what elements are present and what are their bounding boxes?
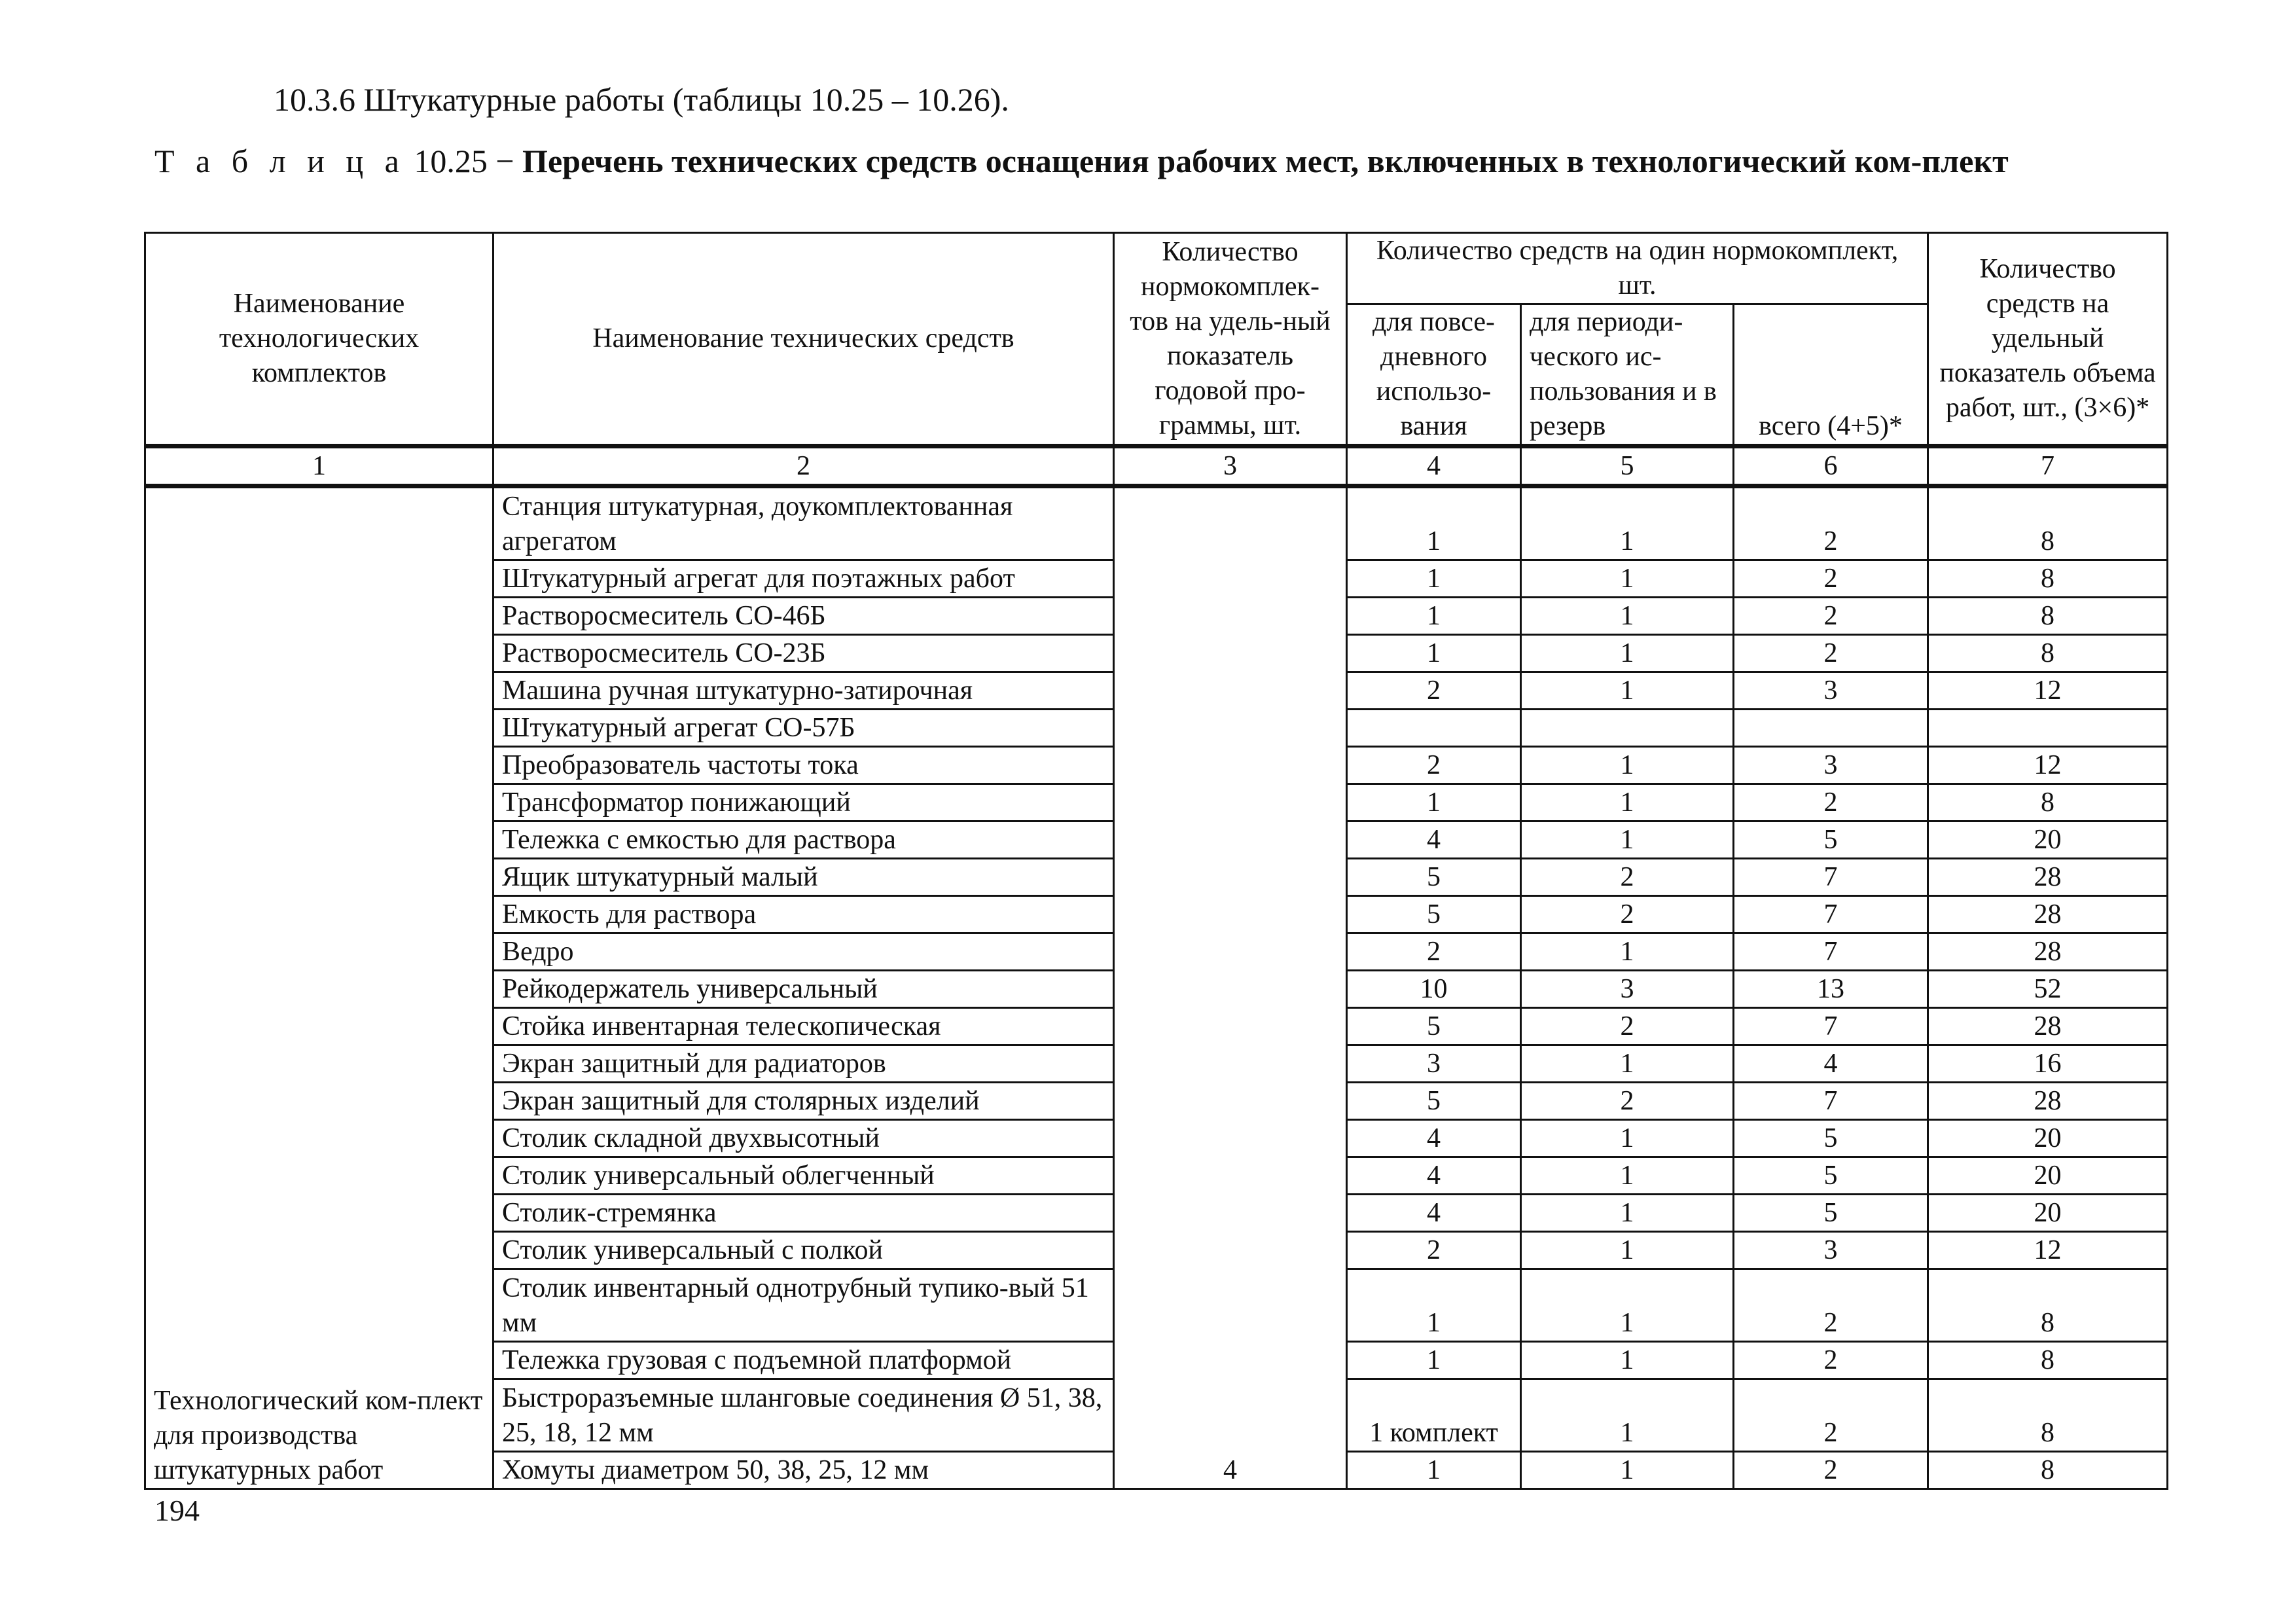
column-number: 6 <box>1734 446 1928 486</box>
daily-use-count: 5 <box>1347 859 1521 896</box>
total-count: 5 <box>1734 821 1928 859</box>
daily-use-count: 2 <box>1347 1232 1521 1269</box>
periodic-use-count: 2 <box>1521 1083 1734 1120</box>
equipment-name: Столик складной двухвысотный <box>493 1120 1114 1157</box>
total-count: 3 <box>1734 747 1928 784</box>
periodic-use-count: 1 <box>1521 784 1734 821</box>
equipment-name: Штукатурный агрегат для поэтажных работ <box>493 560 1114 598</box>
equipment-name: Экран защитный для радиаторов <box>493 1045 1114 1083</box>
table-caption-title: Перечень технических средств оснащения рабочих мест, включенных в технологический ком-плект <box>522 143 2009 179</box>
daily-use-count: 10 <box>1347 971 1521 1008</box>
per-unit-count: 8 <box>1928 784 2168 821</box>
total-count: 2 <box>1734 598 1928 635</box>
equipment-name: Столик универсальный облегченный <box>493 1157 1114 1195</box>
per-unit-count: 28 <box>1928 859 2168 896</box>
total-count: 5 <box>1734 1120 1928 1157</box>
per-unit-count: 8 <box>1928 1342 2168 1379</box>
equipment-name: Ведро <box>493 933 1114 971</box>
per-unit-count: 52 <box>1928 971 2168 1008</box>
daily-use-count: 1 <box>1347 1452 1521 1489</box>
periodic-use-count: 1 <box>1521 1157 1734 1195</box>
equipment-name: Экран защитный для столярных изделий <box>493 1083 1114 1120</box>
table-row <box>145 486 2168 560</box>
daily-use-count <box>1347 710 1521 747</box>
per-unit-count: 8 <box>1928 1269 2168 1342</box>
periodic-use-count: 1 <box>1521 1379 1734 1452</box>
column-number: 4 <box>1347 446 1521 486</box>
section-title: 10.3.6 Штукатурные работы (таблицы 10.25 – 10.26). <box>274 81 1009 118</box>
equipment-name: Машина ручная штукатурно-затирочная <box>493 672 1114 710</box>
daily-use-count: 1 <box>1347 635 1521 672</box>
periodic-use-count: 1 <box>1521 598 1734 635</box>
header-norm-kits: Количество нормокомплек-тов на удель-ный показатель годовой про-граммы, шт. <box>1114 233 1347 446</box>
header-daily: для повсе-дневного использо-вания <box>1347 304 1521 446</box>
per-unit-count: 8 <box>1928 1379 2168 1452</box>
periodic-use-count: 1 <box>1521 1269 1734 1342</box>
total-count: 2 <box>1734 1269 1928 1342</box>
per-unit-count: 8 <box>1928 1452 2168 1489</box>
column-number: 1 <box>145 446 493 486</box>
total-count: 5 <box>1734 1195 1928 1232</box>
column-number: 7 <box>1928 446 2168 486</box>
daily-use-count: 1 <box>1347 1342 1521 1379</box>
total-count: 3 <box>1734 672 1928 710</box>
periodic-use-count: 1 <box>1521 560 1734 598</box>
per-unit-count: 20 <box>1928 1195 2168 1232</box>
periodic-use-count: 1 <box>1521 933 1734 971</box>
periodic-use-count: 2 <box>1521 896 1734 933</box>
total-count: 7 <box>1734 933 1928 971</box>
total-count: 2 <box>1734 560 1928 598</box>
per-unit-count: 20 <box>1928 821 2168 859</box>
daily-use-count: 3 <box>1347 1045 1521 1083</box>
daily-use-count: 1 <box>1347 598 1521 635</box>
equipment-name: Трансформатор понижающий <box>493 784 1114 821</box>
table-body <box>145 446 2168 1489</box>
equipment-name: Тележка с емкостью для раствора <box>493 821 1114 859</box>
equipment-name: Емкость для раствора <box>493 896 1114 933</box>
total-count: 7 <box>1734 859 1928 896</box>
periodic-use-count: 1 <box>1521 1195 1734 1232</box>
total-count: 2 <box>1734 635 1928 672</box>
periodic-use-count: 2 <box>1521 1008 1734 1045</box>
total-count: 5 <box>1734 1157 1928 1195</box>
total-count: 3 <box>1734 1232 1928 1269</box>
equipment-name: Тележка грузовая с подъемной платформой <box>493 1342 1114 1379</box>
per-unit-count: 16 <box>1928 1045 2168 1083</box>
daily-use-count: 1 <box>1347 560 1521 598</box>
periodic-use-count: 1 <box>1521 672 1734 710</box>
periodic-use-count: 1 <box>1521 821 1734 859</box>
total-count: 2 <box>1734 784 1928 821</box>
equipment-name: Станция штукатурная, доукомплектованная агрегатом <box>493 486 1114 560</box>
header-per-unit: Количество средств на удельный показатель объема работ, шт., (3×6)* <box>1928 233 2168 446</box>
daily-use-count: 2 <box>1347 747 1521 784</box>
daily-use-count: 2 <box>1347 672 1521 710</box>
daily-use-count: 4 <box>1347 1157 1521 1195</box>
equipment-name: Стойка инвентарная телескопическая <box>493 1008 1114 1045</box>
per-unit-count: 8 <box>1928 486 2168 560</box>
column-number: 5 <box>1521 446 1734 486</box>
periodic-use-count: 1 <box>1521 1342 1734 1379</box>
total-count: 2 <box>1734 1379 1928 1452</box>
daily-use-count: 1 <box>1347 784 1521 821</box>
per-unit-count <box>1928 710 2168 747</box>
equipment-name: Ящик штукатурный малый <box>493 859 1114 896</box>
periodic-use-count: 1 <box>1521 1452 1734 1489</box>
per-unit-count: 28 <box>1928 1008 2168 1045</box>
periodic-use-count: 1 <box>1521 1232 1734 1269</box>
page-number: 194 <box>154 1494 200 1527</box>
periodic-use-count <box>1521 710 1734 747</box>
header-kit-name: Наименование технологических комплектов <box>145 233 493 446</box>
daily-use-count: 5 <box>1347 896 1521 933</box>
equipment-table <box>144 232 2168 1490</box>
total-count: 7 <box>1734 896 1928 933</box>
equipment-name: Хомуты диаметром 50, 38, 25, 12 мм <box>493 1452 1114 1489</box>
daily-use-count: 4 <box>1347 821 1521 859</box>
equipment-name: Рейкодержатель универсальный <box>493 971 1114 1008</box>
equipment-name: Растворосмеситель СО-23Б <box>493 635 1114 672</box>
total-count: 4 <box>1734 1045 1928 1083</box>
total-count: 2 <box>1734 1452 1928 1489</box>
equipment-name: Быстроразъемные шланговые соединения Ø 51, 38, 25, 18, 12 мм <box>493 1379 1114 1452</box>
periodic-use-count: 2 <box>1521 859 1734 896</box>
equipment-name: Столик универсальный с полкой <box>493 1232 1114 1269</box>
periodic-use-count: 1 <box>1521 486 1734 560</box>
column-numbers-row <box>145 446 2168 486</box>
per-unit-count: 28 <box>1928 1083 2168 1120</box>
total-count: 2 <box>1734 1342 1928 1379</box>
total-count: 7 <box>1734 1083 1928 1120</box>
total-count: 7 <box>1734 1008 1928 1045</box>
equipment-name: Штукатурный агрегат СО-57Б <box>493 710 1114 747</box>
daily-use-count: 4 <box>1347 1195 1521 1232</box>
periodic-use-count: 1 <box>1521 1045 1734 1083</box>
kit-name-cell: Технологический ком-плект для производства штукатурных работ <box>145 486 493 1489</box>
equipment-name: Растворосмеситель СО-46Б <box>493 598 1114 635</box>
table-caption <box>154 141 2164 181</box>
equipment-name: Столик-стремянка <box>493 1195 1114 1232</box>
daily-use-count: 4 <box>1347 1120 1521 1157</box>
per-unit-count: 20 <box>1928 1157 2168 1195</box>
table-caption-label: Т а б л и ц а <box>154 143 406 179</box>
daily-use-count: 2 <box>1347 933 1521 971</box>
per-unit-count: 28 <box>1928 896 2168 933</box>
norm-kit-count: 4 <box>1114 486 1347 1489</box>
equipment-name: Преобразователь частоты тока <box>493 747 1114 784</box>
daily-use-count: 1 <box>1347 1269 1521 1342</box>
daily-use-count: 5 <box>1347 1008 1521 1045</box>
per-unit-count: 28 <box>1928 933 2168 971</box>
periodic-use-count: 1 <box>1521 635 1734 672</box>
daily-use-count: 1 <box>1347 486 1521 560</box>
daily-use-count: 1 комплект <box>1347 1379 1521 1452</box>
column-number: 3 <box>1114 446 1347 486</box>
header-total: всего (4+5)* <box>1734 304 1928 446</box>
per-unit-count: 8 <box>1928 598 2168 635</box>
per-unit-count: 12 <box>1928 1232 2168 1269</box>
table-caption-number: 10.25 − <box>414 143 514 179</box>
periodic-use-count: 3 <box>1521 971 1734 1008</box>
total-count: 2 <box>1734 486 1928 560</box>
per-unit-count: 8 <box>1928 560 2168 598</box>
per-unit-count: 20 <box>1928 1120 2168 1157</box>
periodic-use-count: 1 <box>1521 747 1734 784</box>
periodic-use-count: 1 <box>1521 1120 1734 1157</box>
per-unit-count: 8 <box>1928 635 2168 672</box>
total-count: 13 <box>1734 971 1928 1008</box>
header-equipment-name: Наименование технических средств <box>493 233 1114 446</box>
total-count <box>1734 710 1928 747</box>
header-per-kit-group: Количество средств на один нормокомплект, шт. <box>1347 233 1928 304</box>
column-number: 2 <box>493 446 1114 486</box>
equipment-name: Столик инвентарный однотрубный тупико-вый 51 мм <box>493 1269 1114 1342</box>
header-periodic: для периоди-ческого ис-пользования и в резерв <box>1521 304 1734 446</box>
per-unit-count: 12 <box>1928 747 2168 784</box>
daily-use-count: 5 <box>1347 1083 1521 1120</box>
per-unit-count: 12 <box>1928 672 2168 710</box>
